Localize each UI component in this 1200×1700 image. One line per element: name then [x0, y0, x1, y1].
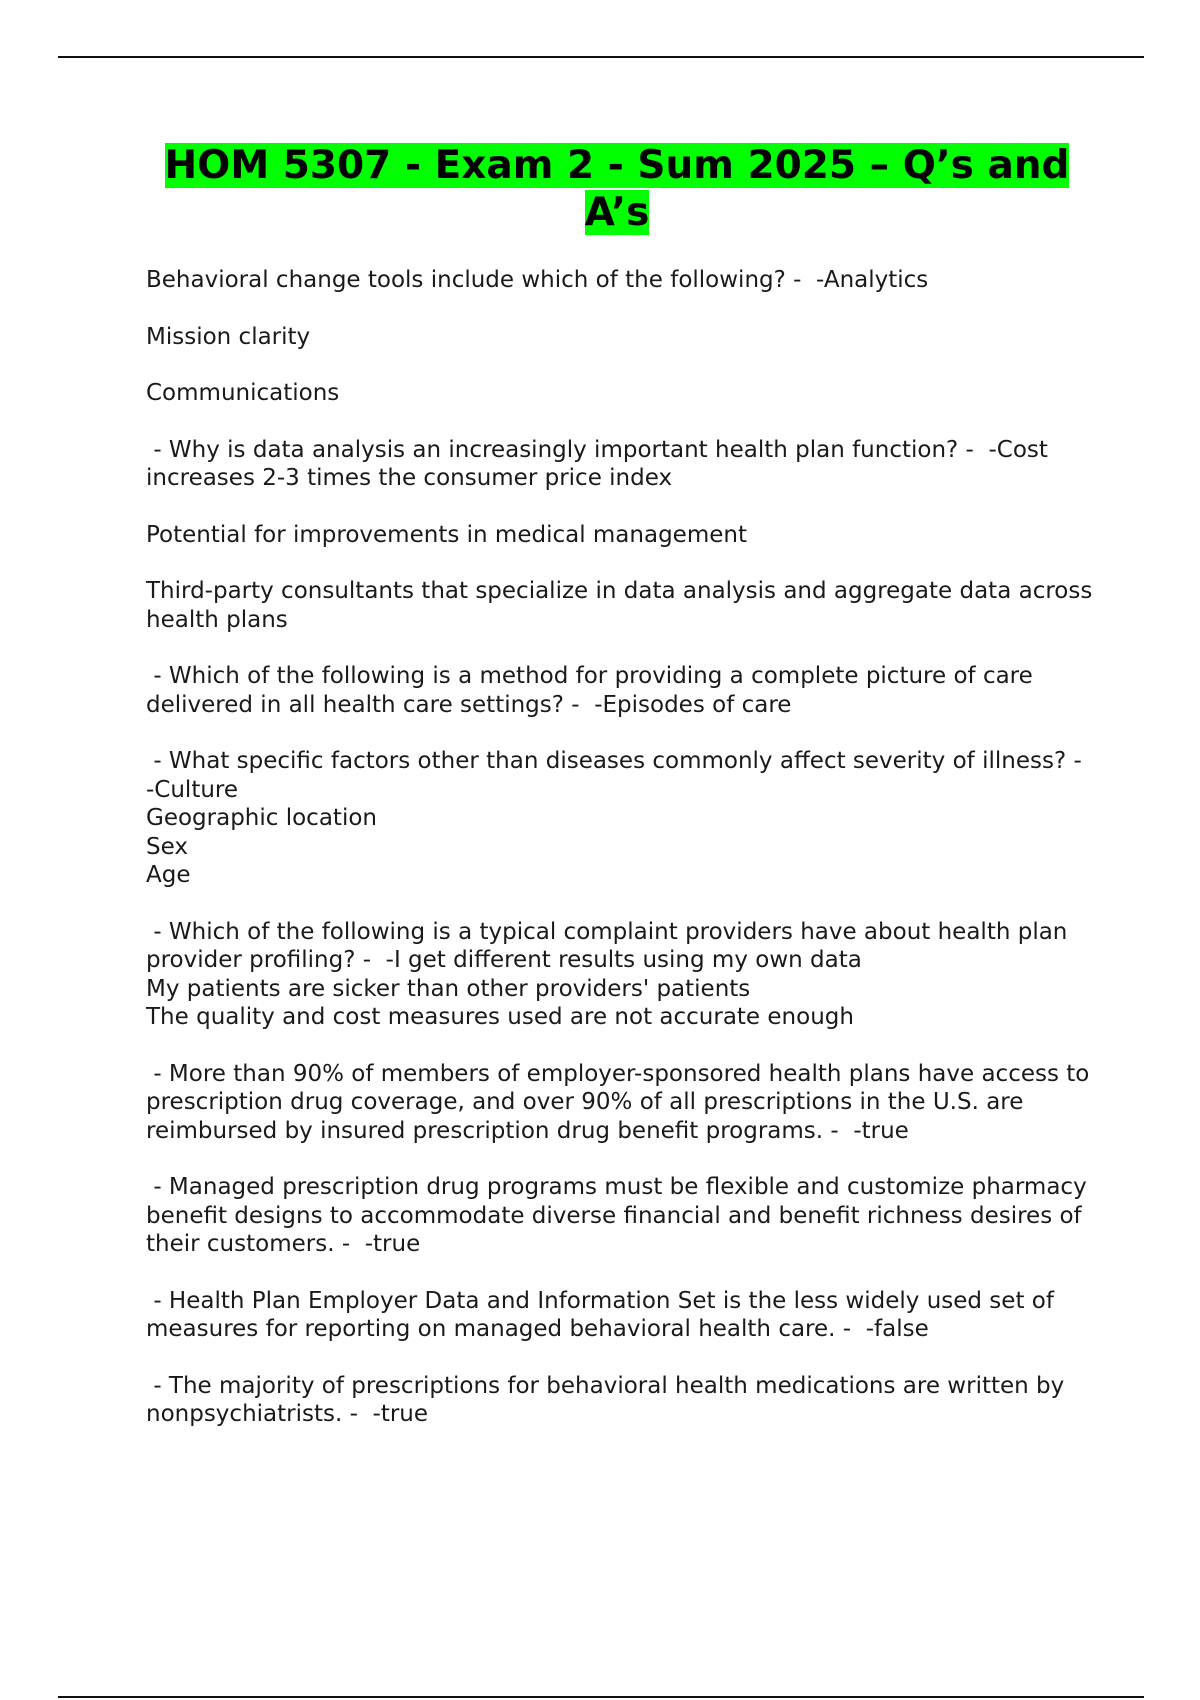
qa-paragraph: [146, 577, 1100, 634]
qa-paragraph: [146, 662, 1096, 719]
top-rule: [58, 56, 1144, 58]
qa-line: - Why is data analysis an increasingly important health plan function? - -Cost increases 2-3 times the consumer price index: [146, 436, 1056, 491]
qa-paragraph: [146, 918, 1096, 1032]
qa-line: Behavioral change tools include which of the following? - -Analytics: [146, 267, 929, 293]
qa-paragraph: [146, 1372, 1096, 1429]
bottom-rule: [58, 1696, 1144, 1698]
qa-line: Mission clarity: [146, 323, 311, 350]
qa-line: Sex: [146, 833, 188, 860]
qa-line: - Which of the following is a method for providing a complete picture of care delivered in all health care settings? - -Episodes of care: [146, 663, 1041, 718]
title-highlight: HOM 5307 - Exam 2 - Sum 2025 – Q’s and A’s: [164, 143, 1070, 235]
qa-paragraph: [146, 379, 1096, 408]
qa-content: [146, 266, 1100, 1429]
qa-paragraph: [146, 747, 1096, 890]
qa-paragraph: [146, 436, 1096, 493]
qa-line: The quality and cost measures used are not accurate enough: [146, 1004, 854, 1030]
document-title: [146, 142, 1088, 236]
qa-line: My patients are sicker than other providers' patients: [146, 975, 751, 1002]
qa-line: - More than 90% of members of employer-sponsored health plans have access to prescription drug coverage, and over 90% of all prescriptions in the U.S. are reimbursed by insured prescription drug benefit programs. - -true: [146, 1060, 1097, 1144]
qa-paragraph: [146, 1287, 1096, 1344]
qa-line: Potential for improvements in medical management: [146, 521, 747, 548]
qa-paragraph: [146, 1060, 1096, 1146]
qa-paragraph: [146, 521, 1096, 550]
qa-line: - The majority of prescriptions for behavioral health medications are written by nonpsychiatrists. - -true: [146, 1372, 1072, 1427]
qa-line: Age: [146, 862, 191, 888]
title-block: [146, 142, 1088, 236]
qa-line: - What specific factors other than diseases commonly affect severity of illness? - -Culture: [146, 748, 1097, 803]
qa-paragraph: [146, 323, 1096, 352]
qa-paragraph: [146, 1173, 1096, 1259]
qa-line: - Health Plan Employer Data and Information Set is the less widely used set of measures for reporting on managed behavioral health care. - -false: [146, 1287, 1062, 1342]
qa-line: Geographic location: [146, 805, 377, 831]
qa-line: - Which of the following is a typical complaint providers have about health plan provider profiling? - -I get different results using my own data: [146, 918, 1075, 973]
qa-line: Third-party consultants that specialize in data analysis and aggregate data across health plans: [146, 578, 1100, 633]
qa-line: Communications: [146, 380, 340, 406]
qa-paragraph: [146, 266, 1096, 295]
qa-line: - Managed prescription drug programs must be flexible and customize pharmacy benefit designs to accommodate diverse financial and benefit richness desires of their customers. - -true: [146, 1174, 1094, 1257]
